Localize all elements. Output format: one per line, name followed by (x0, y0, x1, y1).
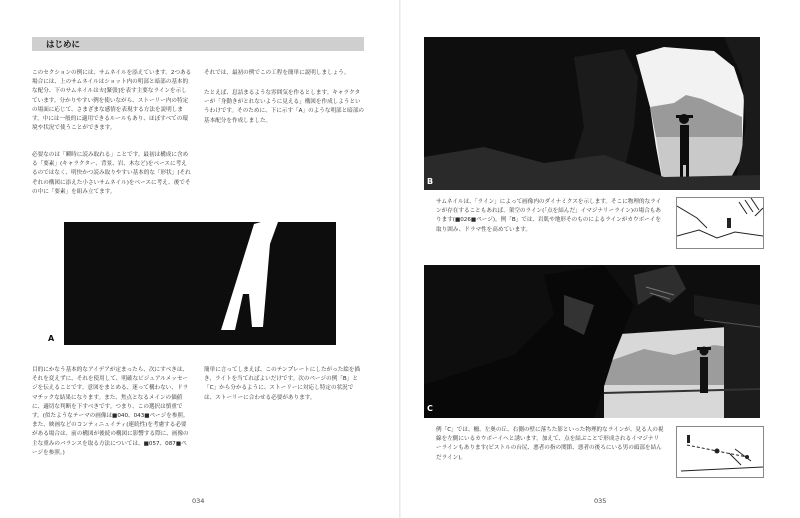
figure-c-description: 例「C」では、柵、左奥の丘、右側の壁に落ちた影といった物理的なラインが、見る人の視線を左側にいるカウボーイへと誘います。加えて、点を結ぶことで形成されるイマジナリーラインもあります(ピストルの台尻、悪者の指の関節、悪者の後ろにいる男の頭部を結んだライン)。 (436, 427, 664, 461)
figure-b-line-thumbnail (676, 197, 764, 249)
body-paragraph-right: 簡単に言ってしまえば、このテンプレートにしたがった絵を描き、ライトを当てればよいだけです。次のページの例「B」と「C」から分かるように、ストーリーに対応し特定の状況では、ストーリーに合わせる必要があります。 (204, 367, 361, 401)
figure-b-canyon-art (424, 37, 760, 190)
figure-c-illustration (424, 265, 760, 418)
figure-b-illustration (424, 37, 760, 190)
figure-a-thumbnail (64, 222, 336, 345)
section-title: はじめに (46, 40, 81, 50)
intro-paragraph-3: それでは、最初の例でこの工程を簡単に説明しましょう。 (204, 70, 350, 76)
intro-paragraph-2: 必要なのは「瞬時に読み取れる」ことです。最初は構成に含める「要素」(キャラクター、背景、岩、木など)をベースに考えるのではなく、明快かつ読み取りやすい基本的な「形状」(それぞれの構図に添えた小さいサムネイル)をベースに考え、後でその中に「要素」を組み立てます。 (32, 152, 191, 195)
figure-a-label: A (48, 334, 55, 343)
figure-c-line-thumbnail (676, 426, 764, 478)
body-paragraph-left: 目的にかなう基本的なアイデアが定まったら、次にすべきは、それを変えずに、それを使用して、明確なビジュアルメッセージを伝えることです。意図をまとめる、迷って構わない、ドラマチックな結果になります。また、焦点となるメインの価値に、適切な判断を下すべきです。つまり、この選択は慎重です。(似たようなテーマの画像は■040、043■ページを参照。また、映画などのコンティニュイティ(連続性)を考慮する必要がある場合は、前の構図が後続の構図に影響する際に、画像の主な重みのバランスを取る方法については、■057、087■ページを参照。) (32, 367, 189, 456)
figure-c-line-sketch (677, 427, 763, 477)
figure-c-label: C (427, 404, 433, 413)
figure-c-gunfight-art (424, 265, 760, 418)
section-heading (32, 37, 364, 51)
intro-paragraph-1: このセクションの例には、サムネイルを添えています。2つある場合には、上のサムネイルはショット内の明部と暗部の基本的な配分、下のサムネイルはカ[緊張]を表す主要なラインを示しています。分かりやすい例を使いながら、ストーリー内の特定の場面に応じて、さまざまな感情を表現する方法を説明します。中には一般的に適用できるルールもあり、ほぼすべての環境や状況で使うことができます。 (32, 70, 192, 132)
figure-a-shape (64, 222, 336, 345)
figure-b-line-sketch (677, 198, 763, 248)
intro-paragraph-4: たとえば、息詰まるような雰囲気を作るとします。キャラクターが「身動きがとれないように見える」構図を作成しようというわけです。そのために、下に示す「A」のような明部と暗部の基本配分を作成しました。 (204, 90, 365, 124)
figure-b-label: B (427, 177, 434, 186)
page-number-left: 034 (192, 497, 205, 505)
figure-b-description: サムネイルは、「ライン」によって画像内のダイナミクスを示します。そこに物理的なラインが存在することもあれば、架空のライン(「点を結んだ」イマジナリーライン)の場合もあります(■026■ページ)。例「B」では、岩肌や地形そのものによるラインがカウボーイを取り囲み、ドラマ性を高めています。 (436, 199, 662, 233)
page-gutter (399, 0, 401, 518)
page-number-right: 035 (594, 497, 607, 505)
